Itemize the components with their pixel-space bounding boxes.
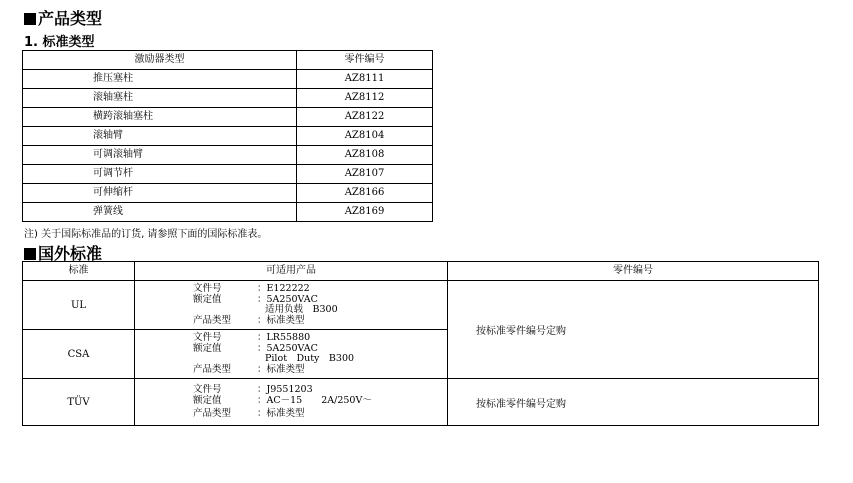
table-row	[23, 184, 433, 203]
spec-row	[193, 305, 447, 316]
applicable-product-cell	[135, 379, 448, 426]
table-row	[23, 70, 433, 89]
part-number-cell: 按标准零件编号定购	[448, 379, 819, 426]
spec-value: 适用负载 B300	[265, 304, 338, 315]
spec-list	[193, 284, 447, 326]
table-row	[23, 89, 433, 108]
applicable-product-cell	[135, 330, 448, 379]
standard-type-table	[22, 50, 433, 222]
column-header-standard: 标准	[23, 262, 135, 281]
spec-value: ：标准类型	[257, 363, 305, 375]
column-header-actuator-type: 激励器类型	[23, 51, 297, 70]
spec-key: 产品类型	[193, 407, 232, 419]
actuator-type-cell: 滚轴塞柱	[23, 89, 297, 108]
spec-row	[193, 316, 447, 327]
ordering-note: 注) 关于国际标准品的订货, 请参照下面的国际标准表。	[24, 229, 268, 240]
part-number-cell: AZ8166	[297, 184, 433, 203]
black-square-icon	[24, 248, 36, 260]
spec-list	[193, 333, 447, 375]
spec-row	[193, 396, 447, 409]
spec-row	[193, 333, 447, 344]
spec-row	[193, 409, 447, 420]
column-header-part-number: 零件编号	[448, 262, 819, 281]
table-row	[23, 379, 819, 426]
standard-cell: UL	[23, 281, 135, 330]
spec-value: ：E122222	[257, 283, 310, 294]
table-row	[23, 281, 819, 330]
spec-value: ：标准类型	[257, 314, 305, 326]
table-row	[23, 146, 433, 165]
table-header-row	[23, 262, 819, 281]
spec-value: ：5A250VAC	[257, 293, 318, 305]
actuator-type-cell: 可调节杆	[23, 165, 297, 184]
spec-key: 文件号	[193, 283, 222, 294]
standard-cell: TÜV	[23, 379, 135, 426]
spec-key: 文件号	[193, 332, 222, 343]
actuator-type-cell: 弹簧线	[23, 203, 297, 222]
applicable-product-cell	[135, 281, 448, 330]
table-row	[23, 108, 433, 127]
actuator-type-cell: 可伸缩杆	[23, 184, 297, 203]
table-row	[23, 127, 433, 146]
part-number-cell: AZ8104	[297, 127, 433, 146]
spec-key: 文件号	[193, 384, 222, 395]
spec-value: ：J9551203	[257, 384, 313, 395]
spec-value: ：5A250VAC	[257, 342, 318, 354]
international-standard-table	[22, 261, 819, 426]
spec-row	[193, 365, 447, 376]
spec-value: ：标准类型	[257, 407, 305, 419]
spec-row	[193, 284, 447, 295]
product-type-heading: 产品类型	[24, 6, 102, 29]
actuator-type-cell: 滚轴臂	[23, 127, 297, 146]
spec-list	[193, 385, 447, 419]
spec-row	[193, 385, 447, 396]
spec-value: ：AC－15 2A/250V～	[257, 394, 372, 406]
part-number-cell: AZ8112	[297, 89, 433, 108]
part-number-cell: AZ8111	[297, 70, 433, 89]
spec-key: 额定值	[193, 394, 222, 406]
spec-key: 产品类型	[193, 363, 232, 375]
spec-key: 额定值	[193, 293, 222, 305]
part-number-cell: AZ8108	[297, 146, 433, 165]
actuator-type-cell: 横跨滚轴塞柱	[23, 108, 297, 127]
spec-key: 产品类型	[193, 314, 232, 326]
table-header-row	[23, 51, 433, 70]
table-row	[23, 165, 433, 184]
spec-key: 额定值	[193, 342, 222, 354]
spec-value: Pilot Duty B300	[265, 353, 355, 364]
standard-type-heading: 1. 标准类型	[24, 35, 95, 50]
actuator-type-cell: 推压塞柱	[23, 70, 297, 89]
column-header-applicable-product: 可适用产品	[135, 262, 448, 281]
actuator-type-cell: 可调滚轴臂	[23, 146, 297, 165]
table-row	[23, 203, 433, 222]
part-number-cell: AZ8122	[297, 108, 433, 127]
standard-cell: CSA	[23, 330, 135, 379]
black-square-icon	[24, 13, 36, 25]
part-number-cell: 按标准零件编号定购	[448, 281, 819, 379]
spec-value: ：LR55880	[257, 332, 311, 343]
spec-row	[193, 354, 447, 365]
part-number-cell: AZ8169	[297, 203, 433, 222]
international-standard-heading: 国外标准	[24, 241, 102, 264]
column-header-part-number: 零件编号	[297, 51, 433, 70]
part-number-cell: AZ8107	[297, 165, 433, 184]
